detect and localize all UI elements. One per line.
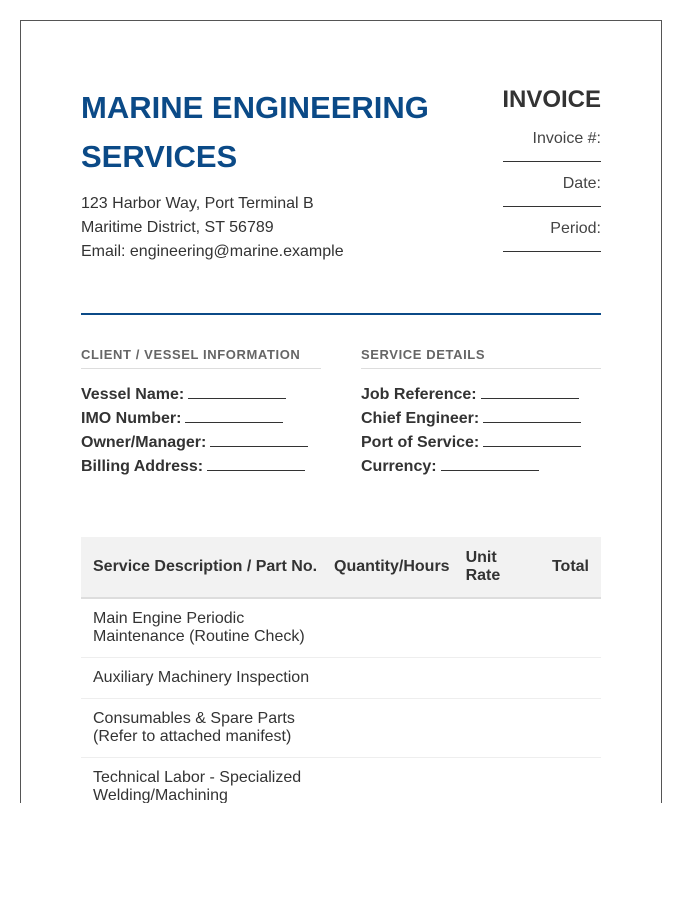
services-table xyxy=(81,537,601,803)
row-unit-rate xyxy=(454,598,518,658)
imo-number-field: IMO Number: xyxy=(81,407,321,431)
invoice-page xyxy=(20,20,662,803)
invoice-date-label: Date: xyxy=(562,175,601,192)
job-reference-field: Job Reference: xyxy=(361,383,601,407)
row-total xyxy=(518,598,601,658)
table-row xyxy=(81,699,601,758)
company-address xyxy=(81,192,344,264)
row-quantity xyxy=(330,658,454,699)
company-email: Email: engineering@marine.example xyxy=(81,243,344,260)
row-description: Main Engine Periodic Maintenance (Routine Check) xyxy=(81,598,330,658)
row-unit-rate xyxy=(454,758,518,804)
row-total xyxy=(518,758,601,804)
header-total: Total xyxy=(518,537,601,598)
service-section-heading: SERVICE DETAILS xyxy=(361,347,601,369)
row-description: Technical Labor - Specialized Welding/Machining xyxy=(81,758,330,804)
invoice-meta xyxy=(401,83,601,252)
owner-manager-field: Owner/Manager: xyxy=(81,431,321,455)
row-quantity xyxy=(330,699,454,758)
invoice-number-label: Invoice #: xyxy=(532,130,601,147)
address-line-1: 123 Harbor Way, Port Terminal B xyxy=(81,195,314,212)
port-of-service-field: Port of Service: xyxy=(361,431,601,455)
invoice-date-line xyxy=(503,206,601,207)
address-line-2: Maritime District, ST 56789 xyxy=(81,219,274,236)
invoice-title: INVOICE xyxy=(502,86,601,113)
table-row xyxy=(81,758,601,804)
vessel-name-field: Vessel Name: xyxy=(81,383,321,407)
header-quantity: Quantity/Hours xyxy=(330,537,454,598)
row-unit-rate xyxy=(454,699,518,758)
header-divider xyxy=(81,313,601,315)
billing-address-field: Billing Address: xyxy=(81,455,321,479)
invoice-period-label: Period: xyxy=(550,220,601,237)
header-unit-rate: Unit Rate xyxy=(454,537,518,598)
row-quantity xyxy=(330,598,454,658)
currency-field: Currency: xyxy=(361,455,601,479)
service-details-section xyxy=(361,347,601,479)
invoice-period-line xyxy=(503,251,601,252)
row-total xyxy=(518,699,601,758)
table-header-row xyxy=(81,537,601,598)
invoice-number-line xyxy=(503,161,601,162)
row-unit-rate xyxy=(454,658,518,699)
chief-engineer-field: Chief Engineer: xyxy=(361,407,601,431)
client-section-heading: CLIENT / VESSEL INFORMATION xyxy=(81,347,321,369)
header-description: Service Description / Part No. xyxy=(81,537,330,598)
row-description: Auxiliary Machinery Inspection xyxy=(81,658,330,699)
company-name: MARINE ENGINEERING SERVICES xyxy=(81,90,429,174)
row-description: Consumables & Spare Parts (Refer to attached manifest) xyxy=(81,699,330,758)
table-row xyxy=(81,658,601,699)
row-quantity xyxy=(330,758,454,804)
row-total xyxy=(518,658,601,699)
table-row xyxy=(81,598,601,658)
client-vessel-section xyxy=(81,347,321,479)
